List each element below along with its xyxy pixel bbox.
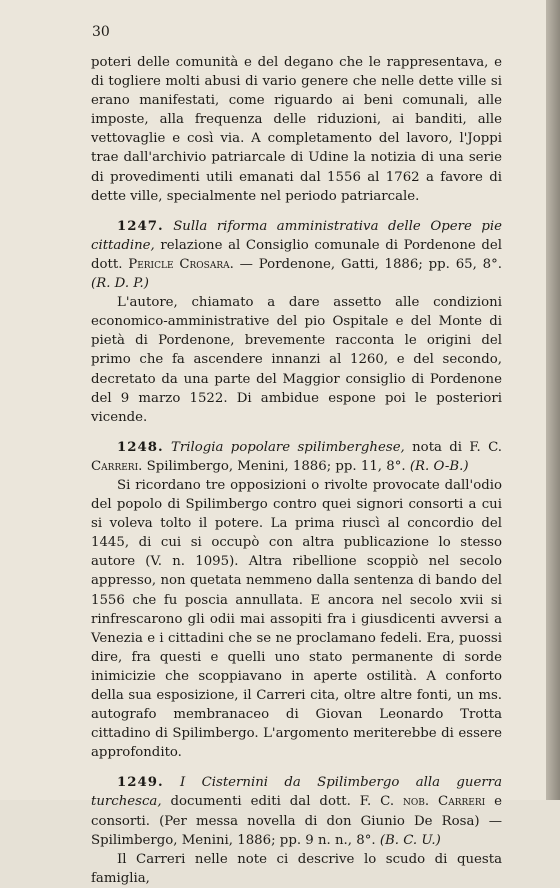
entry-1248 [91,438,502,763]
entry-gap [91,762,502,773]
entry-gap [91,427,502,438]
entry-citation-post: . — Pordenone, Gatti, 1886; pp. 65, 8°. [229,256,502,272]
entry-1247 [91,217,502,427]
entry-author: nob. Carreri [403,794,486,810]
entry-title: Sulla riforma amministrativa delle Opere pie cittadine, [91,218,503,253]
entry-1249 [91,773,502,888]
page-body [91,53,502,888]
entry-number: 1249. [117,775,164,791]
entry-location: (R. O-B.) [409,458,469,474]
entry-author: Carreri [91,458,139,474]
entry-citation-pre: relazione al Consiglio comunale di Pordenone del dott. [91,237,502,272]
entry-author: Pericle Crosara [128,256,230,272]
entry-gap [91,206,502,217]
entry-citation-post: e consorti. (Per messa novella di don Giunio De Rosa) — Spilimbergo, Menini, 1886; pp. 9 n. n., 8°. [91,794,502,848]
entry-citation-post: . Spilimbergo, Menini, 1886; pp. 11, 8°. [138,458,410,474]
entry-location: (R. D. P.) [91,276,149,292]
entry-body: L'autore, chiamato a dare assetto alle condizioni economico-amministrative del pio Ospitale e del Monte di pietà di Pordenone, brevemente racconta le origini del primo che fa ascendere innanzi al 1260, e del secondo, decretato da una parte del Maggior consiglio di Pordenone del 9 marzo 1522. Di ambidue espone poi le posteriori vicende. [91,295,502,425]
page-edge-shadow [546,0,560,800]
entry-citation [91,217,502,293]
entry-body: Si ricordano tre opposizioni o rivolte provocate dall'odio del popolo di Spilimbergo contro quei signori consorti a cui si voleva tolto il potere. La prima riuscì al concordio del 1445, di cui si occupò con altra publicazione lo stesso autore (V. n. 1095). Altra ribellione scoppiò nel secolo appresso, non quetata nemmeno dalla sentenza di bando del 1556 che fu poscia annullata. E ancora nel secolo xvii si rinfrescarono gli odii mai assopiti fra i giusdicenti avversi a Venezia e i cittadini che se ne proclamano fedeli. Era, puossi dire, fra questi e quelli uno stato permanente di sorde inimicizie che scoppiavano in aperte ostilità. A conforto della sua esposizione, il Carreri cita, oltre altre fonti, un ms. autografo membranaceo di Giovan Leonardo Trotta cittadino di Spilimbergo. L'argomento meriterebbe di essere approfondito. [91,477,502,761]
entry-citation [91,773,502,849]
entry-body: Il Carreri nelle note ci descrive lo scudo di questa famiglia, [91,851,502,886]
entry-number: 1247. [117,218,164,234]
entry-citation [91,438,502,476]
page-number: 30 [92,24,110,40]
entry-citation-pre: nota di F. C. [404,439,502,455]
entry-location: (B. C. U.) [379,832,441,848]
intro-paragraph: poteri delle comunità e del degano che le rappresentava, e di togliere molti abusi di vario genere che nelle dette ville si erano manifestati, come riguardo ai beni comunali, alle imposte, alla frequenza delle riduzioni, ai banditi, alle vettovaglie e così via. A completamento del lavoro, l'Joppi trae dall'archivio patriarcale di Udine la notizia di una serie di provedimenti utili emanati dal 1556 al 1762 a favore di dette ville, specialmente nel periodo patriarcale. [91,55,502,204]
entry-title: I Cisternini da Spilimbergo alla guerra turchesca, [91,775,502,810]
entry-number: 1248. [117,439,164,455]
entry-citation-pre: documenti editi dal dott. F. C. [161,794,403,810]
entry-title: Trilogia popolare spilimberghese, [170,439,405,455]
